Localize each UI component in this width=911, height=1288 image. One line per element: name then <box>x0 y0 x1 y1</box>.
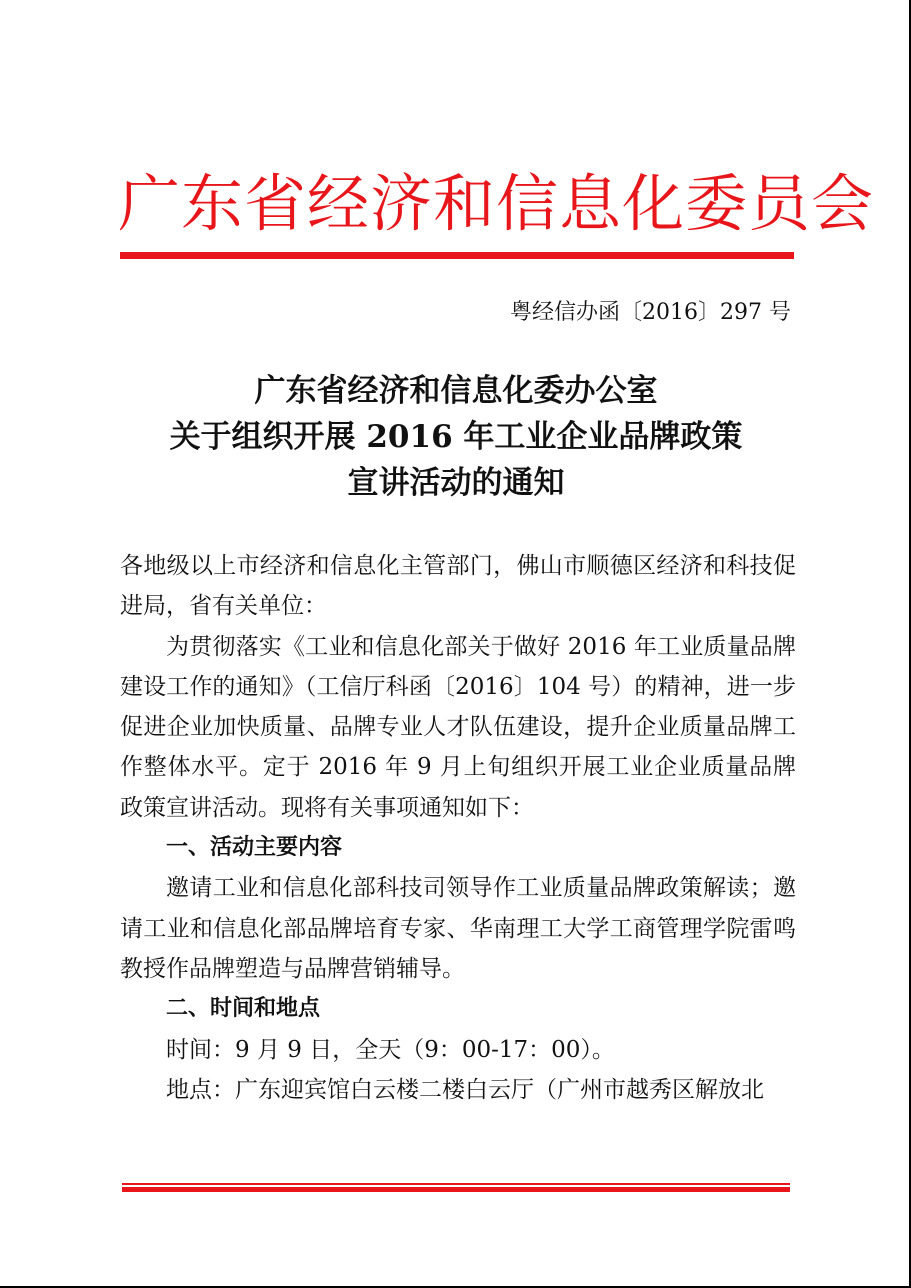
issuing-organization: 广东省经济和信息化委员会 <box>118 167 875 240</box>
header-red-rule <box>120 252 794 259</box>
title-line-3: 宣讲活动的通知 <box>347 465 565 501</box>
place-paragraph: 地点：广东迎宾馆白云楼二楼白云厅（广州市越秀区解放北 <box>166 1076 764 1103</box>
document-number: 粤经信办函〔2016〕297 号 <box>510 300 791 325</box>
time-paragraph: 时间：9 月 9 日，全天（9：00-17：00）。 <box>166 1036 615 1063</box>
addressee: 各地级以上市经济和信息化主管部门，佛山市顺德区经济和科技促进局，省有关单位： <box>120 553 796 620</box>
document-body <box>120 546 796 1110</box>
footer-red-rule-thick <box>122 1187 790 1192</box>
title-line-1: 广东省经济和信息化委办公室 <box>254 373 658 409</box>
section-2-heading: 二、时间和地点 <box>166 996 321 1022</box>
section-1-heading: 一、活动主要内容 <box>166 835 343 861</box>
footer-red-rule-thin <box>122 1183 790 1185</box>
document-title <box>118 368 794 506</box>
title-line-2: 关于组织开展 2016 年工业企业品牌政策 <box>169 419 743 455</box>
section-1-paragraph: 邀请工业和信息化部科技司领导作工业质量品牌政策解读；邀请工业和信息化部品牌培育专家、华南理工大学工商管理学院雷鸣教授作品牌塑造与品牌营销辅导。 <box>120 875 796 982</box>
intro-paragraph: 为贯彻落实《工业和信息化部关于做好 2016 年工业质量品牌建设工作的通知》（工信厅科函〔2016〕104 号）的精神，进一步促进企业加快质量、品牌专业人才队伍建设，提升企业质量品牌工作整体水平。定于 2016 年 9 月上旬组织开展工业企业质量品牌政策宣讲活动。现将有关事项通知如下： <box>120 633 796 821</box>
